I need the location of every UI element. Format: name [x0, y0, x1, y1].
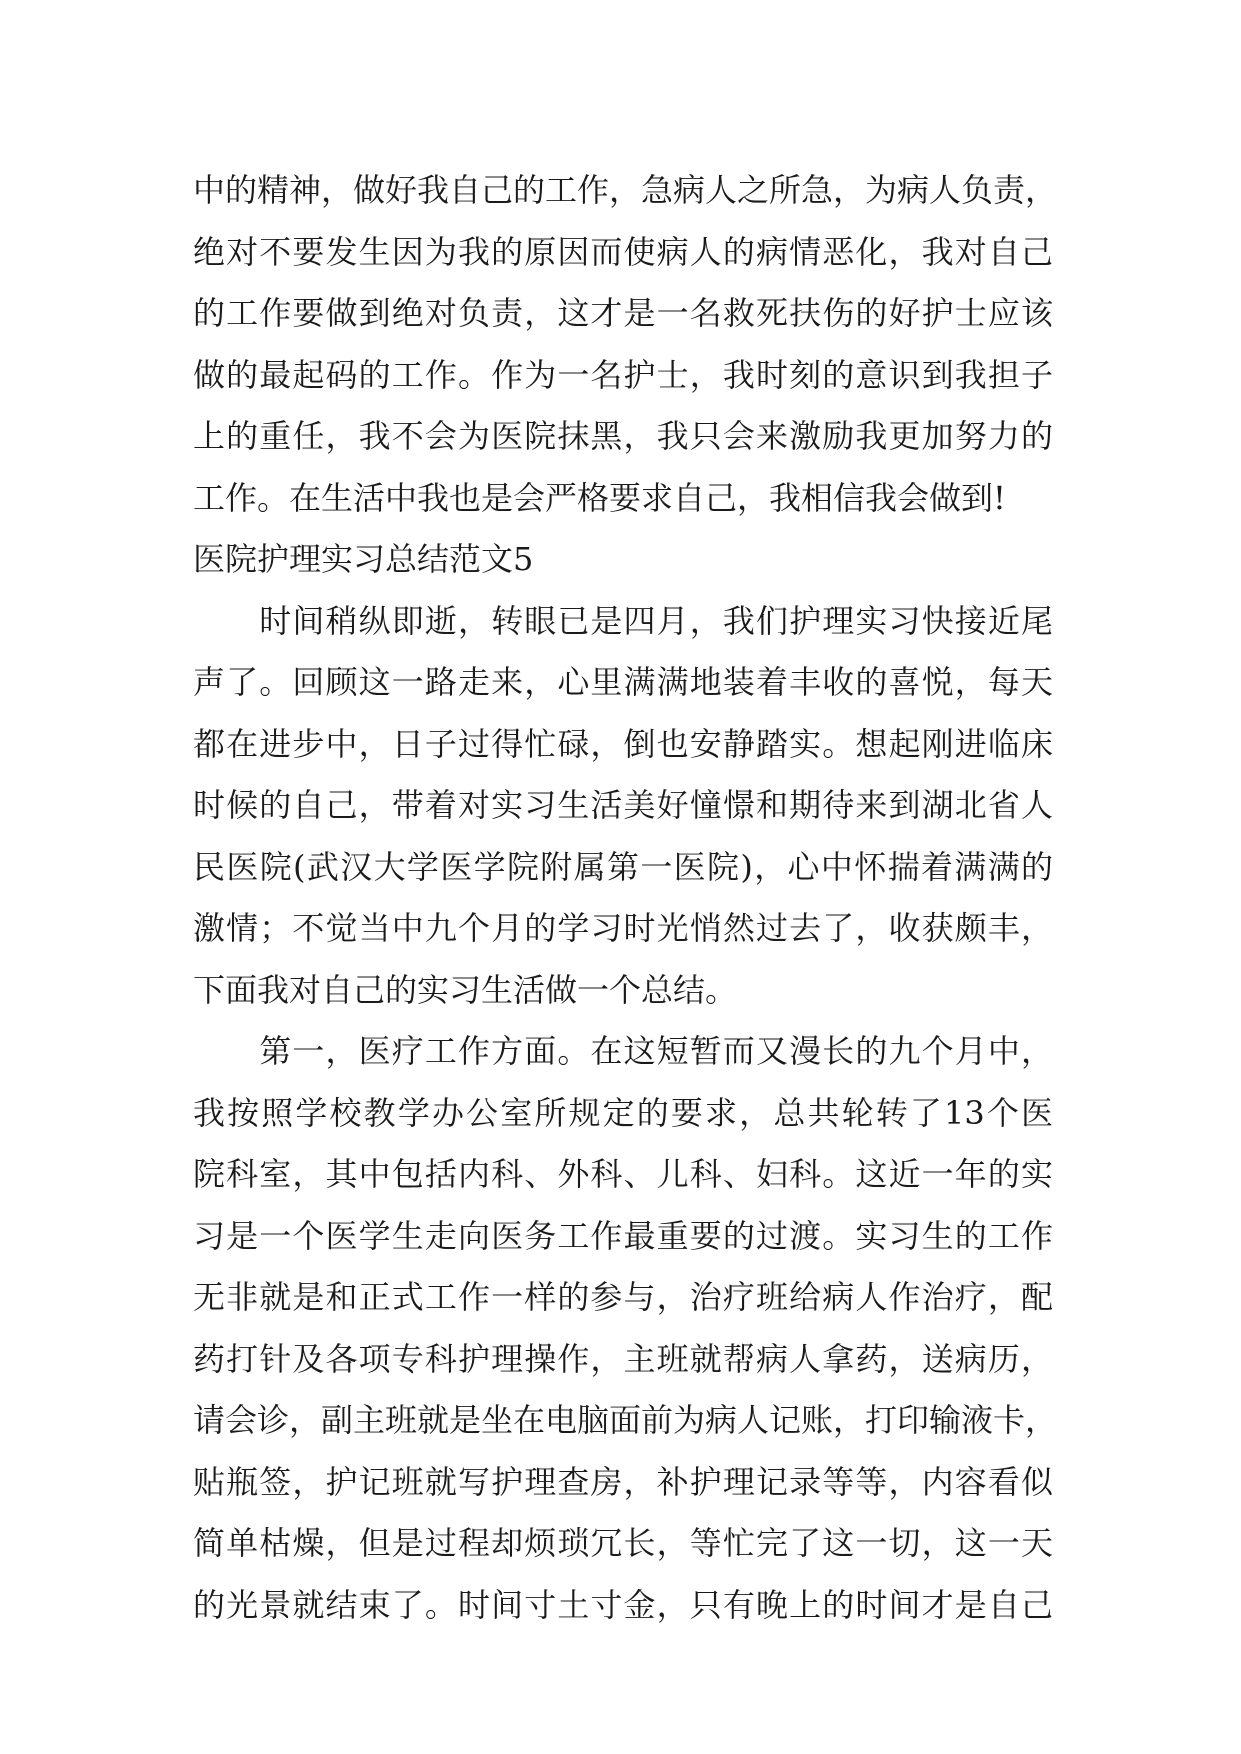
- section-heading: 医院护理实习总结范文5: [193, 540, 534, 578]
- text-line: 的工作要做到绝对负责，这才是一名救死扶伤的好护士应该: [193, 294, 1053, 332]
- text-line: 无非就是和正式工作一样的参与，治疗班给病人作治疗，配: [193, 1278, 1053, 1316]
- text-line: 上的重任，我不会为医院抹黑，我只会来激励我更加努力的: [193, 417, 1053, 455]
- text-line: 声了。回顾这一路走来，心里满满地装着丰收的喜悦，每天: [193, 663, 1053, 701]
- text-line: 民医院(武汉大学医学院附属第一医院)，心中怀揣着满满的: [193, 847, 1053, 886]
- text-line: 药打针及各项专科护理操作，主班就帮病人拿药，送病历，: [193, 1339, 1053, 1378]
- text-line: 的光景就结束了。时间寸土寸金，只有晚上的时间才是自己: [193, 1585, 1053, 1624]
- text-line: 请会诊，副主班就是坐在电脑面前为病人记账，打印输液卡，: [193, 1401, 1058, 1439]
- text-line: 贴瓶签，护记班就写护理查房，补护理记录等等，内容看似: [193, 1462, 1053, 1501]
- text-line: 工作。在生活中我也是会严格要求自己，我相信我会做到!: [193, 478, 1006, 517]
- text-line: 绝对不要发生因为我的原因而使病人的病情恶化，我对自己: [193, 232, 1053, 271]
- text-line: 我按照学校教学办公室所规定的要求，总共轮转了13个医: [193, 1093, 1053, 1132]
- text-line: 下面我对自己的实习生活做一个总结。: [193, 970, 738, 1009]
- text-line: 习是一个医学生走向医务工作最重要的过渡。实习生的工作: [193, 1216, 1053, 1255]
- text-line: 激情；不觉当中九个月的学习时光悄然过去了，收获颇丰，: [193, 909, 1053, 947]
- document-body: [193, 160, 1058, 1636]
- text-line: 第一，医疗工作方面。在这短暂而又漫长的九个月中，: [193, 1032, 1053, 1070]
- text-line: 都在进步中，日子过得忙碌，倒也安静踏实。想起刚进临床: [193, 724, 1053, 763]
- text-line: 简单枯燥，但是过程却烦琐冗长，等忙完了这一切，这一天: [193, 1524, 1053, 1562]
- text-line: 时间稍纵即逝，转眼已是四月，我们护理实习快接近尾: [193, 601, 1053, 640]
- text-line: 做的最起码的工作。作为一名护士，我时刻的意识到我担子: [193, 355, 1053, 394]
- text-line: 院科室，其中包括内科、外科、儿科、妇科。这近一年的实: [193, 1155, 1053, 1193]
- text-line: 时候的自己，带着对实习生活美好憧憬和期待来到湖北省人: [193, 786, 1053, 824]
- text-line: 中的精神，做好我自己的工作，急病人之所急，为病人负责，: [193, 171, 1058, 209]
